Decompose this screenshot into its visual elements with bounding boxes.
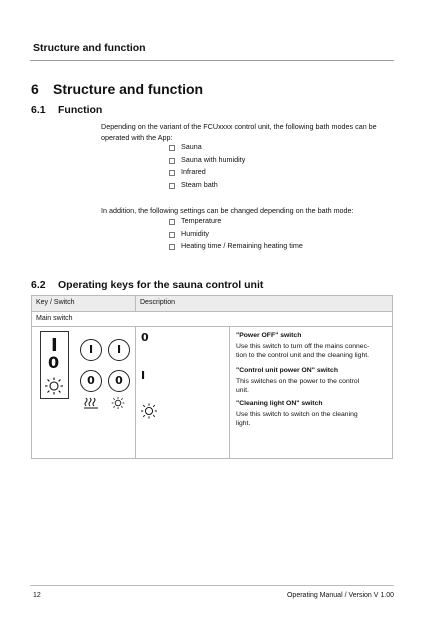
section-heading-function <box>31 104 102 116</box>
section-number: 6.1 <box>31 104 46 116</box>
manual-version: Operating Manual / Version V 1.00 <box>286 592 394 599</box>
light-icon <box>140 403 158 421</box>
description-line: Use this switch to switch on the cleaning <box>236 411 358 418</box>
light-icon <box>111 396 125 412</box>
list-item: Sauna with humidity <box>169 154 245 167</box>
on-symbol: I <box>141 369 146 382</box>
description-line: tion to the control unit and the cleaning light. <box>236 352 370 359</box>
switch-illustration <box>32 327 136 459</box>
column-header-description: Description <box>136 296 393 312</box>
intro-line: operated with the App: <box>101 133 173 142</box>
running-header: Structure and function <box>33 42 146 54</box>
header-divider <box>30 60 394 61</box>
section-number: 6.2 <box>31 279 46 291</box>
description-title: "Power OFF" switch <box>236 332 302 339</box>
main-switch-panel <box>40 331 69 399</box>
description-line: This switches on the power to the control <box>236 378 360 385</box>
power-on-description <box>236 366 392 395</box>
power-off-description <box>236 331 392 360</box>
page-number: 12 <box>33 592 41 599</box>
section-title: Function <box>58 104 103 116</box>
footer-divider <box>30 585 394 586</box>
bath-modes-list <box>169 141 245 191</box>
intro-line: Depending on the variant of the FCUxxxx control unit, the following bath modes can be <box>101 122 377 131</box>
description-line: light. <box>236 420 251 427</box>
list-item: Steam bath <box>169 179 245 192</box>
list-item: Heating time / Remaining heating time <box>169 240 303 253</box>
panel-on-label: I <box>51 335 58 356</box>
description-title: "Cleaning light ON" switch <box>236 400 323 407</box>
description-line: Use this switch to turn off the mains connec- <box>236 343 370 350</box>
power-off-button: 0 <box>108 370 130 392</box>
table-header-row <box>32 296 393 312</box>
description-line: unit. <box>236 387 249 394</box>
light-icon <box>44 377 64 397</box>
settings-list <box>169 215 303 253</box>
column-header-key: Key / Switch <box>32 296 136 312</box>
section-heading-keys <box>31 279 263 291</box>
table-section-row <box>32 312 393 327</box>
list-item: Temperature <box>169 215 303 228</box>
panel-off-label: 0 <box>48 353 60 372</box>
section-title: Operating keys for the sauna control unit <box>58 279 264 291</box>
switch-symbols <box>136 327 230 459</box>
list-item: Humidity <box>169 228 303 241</box>
power-on-button: I <box>108 339 130 361</box>
list-item: Sauna <box>169 141 245 154</box>
power-off-button: 0 <box>80 370 102 392</box>
function-intro <box>101 121 393 143</box>
description-title: "Control unit power ON" switch <box>236 367 338 374</box>
chapter-title: Structure and function <box>53 81 204 97</box>
chapter-heading <box>31 81 203 97</box>
chapter-number: 6 <box>31 81 39 97</box>
heating-icon <box>84 397 98 411</box>
cleaning-light-description <box>236 399 392 428</box>
off-symbol: 0 <box>141 331 149 344</box>
settings-intro: In addition, the following settings can be changed depending on the bath mode: <box>101 206 354 215</box>
power-on-button: I <box>80 339 102 361</box>
list-item: Infrared <box>169 166 245 179</box>
main-switch-label: Main switch <box>32 312 393 327</box>
